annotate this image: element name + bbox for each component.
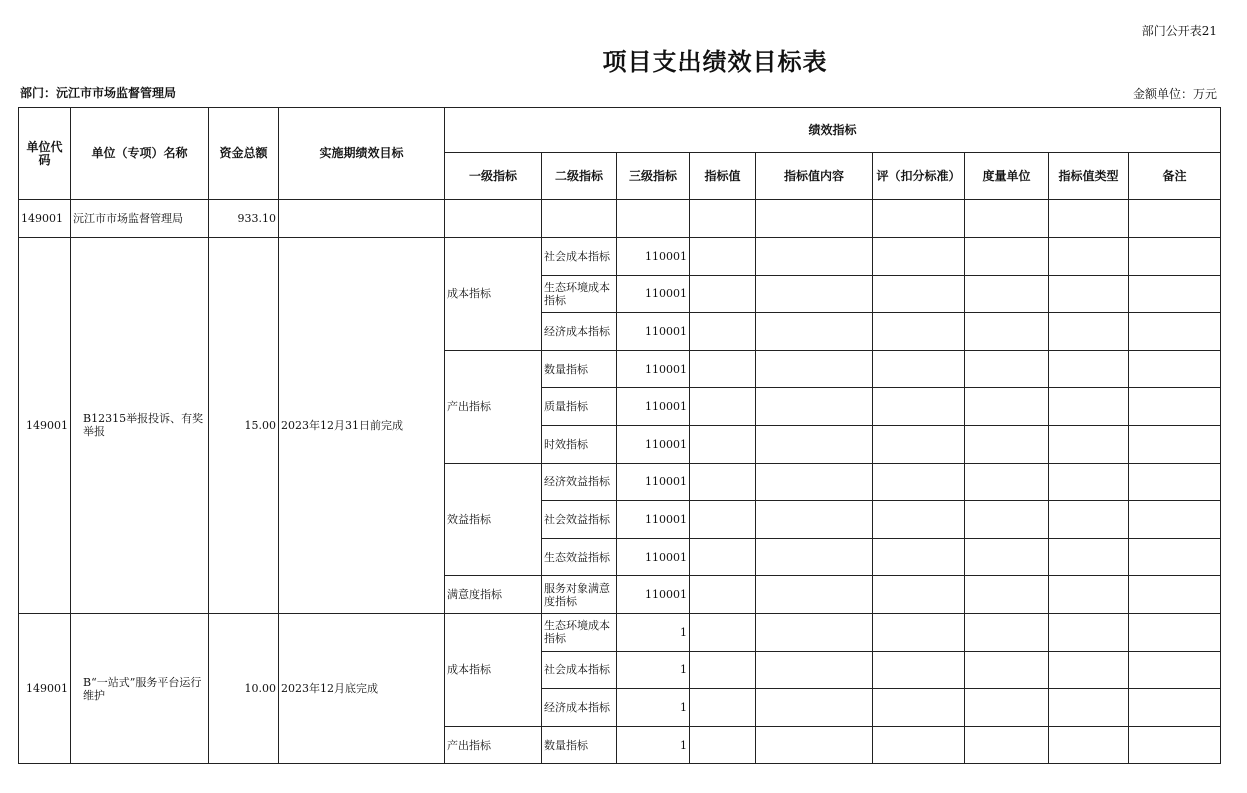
empty-cell (690, 425, 756, 463)
level3-indicator: 110001 (617, 576, 690, 614)
level3-indicator: 1 (617, 689, 690, 727)
empty-cell (965, 651, 1049, 689)
empty-cell (1129, 538, 1221, 576)
level1-indicator: 产出指标 (445, 726, 542, 764)
page-title: 项目支出绩效目标表 (602, 48, 828, 76)
empty-cell (690, 576, 756, 614)
empty-cell (873, 576, 965, 614)
header-value-type: 指标值类型 (1049, 153, 1129, 200)
empty-cell (873, 613, 965, 651)
header-level1: 一级指标 (445, 153, 542, 200)
empty-cell (617, 200, 690, 238)
empty-cell (690, 463, 756, 501)
empty-cell (445, 200, 542, 238)
empty-cell (1049, 313, 1129, 351)
level3-indicator: 110001 (617, 388, 690, 426)
summary-row (19, 200, 1221, 238)
empty-cell (756, 238, 873, 276)
empty-cell (1129, 651, 1221, 689)
level3-indicator: 110001 (617, 238, 690, 276)
empty-cell (690, 238, 756, 276)
empty-cell (965, 613, 1049, 651)
empty-cell (1129, 501, 1221, 539)
empty-cell (756, 313, 873, 351)
indicator-row (19, 238, 1221, 276)
empty-cell (756, 576, 873, 614)
empty-cell (873, 200, 965, 238)
empty-cell (1049, 651, 1129, 689)
empty-cell (690, 613, 756, 651)
empty-cell (756, 275, 873, 313)
empty-cell (1049, 238, 1129, 276)
level2-indicator: 服务对象满意度指标 (542, 576, 617, 614)
empty-cell (690, 350, 756, 388)
level3-indicator: 1 (617, 726, 690, 764)
empty-cell (965, 538, 1049, 576)
empty-cell (1049, 425, 1129, 463)
empty-cell (1049, 275, 1129, 313)
empty-cell (1049, 388, 1129, 426)
level2-indicator: 质量指标 (542, 388, 617, 426)
level2-indicator: 数量指标 (542, 726, 617, 764)
summary-code: 149001 (19, 200, 71, 238)
level2-indicator: 生态环境成本指标 (542, 613, 617, 651)
empty-cell (965, 689, 1049, 727)
empty-cell (1129, 200, 1221, 238)
header-level3: 三级指标 (617, 153, 690, 200)
project-goal: 2023年12月31日前完成 (279, 238, 445, 614)
level3-indicator: 110001 (617, 313, 690, 351)
header-unit-name: 单位（专项）名称 (71, 108, 209, 200)
empty-cell (756, 538, 873, 576)
empty-cell (690, 501, 756, 539)
empty-cell (873, 313, 965, 351)
empty-cell (1129, 275, 1221, 313)
level3-indicator: 110001 (617, 275, 690, 313)
empty-cell (690, 313, 756, 351)
empty-cell (873, 651, 965, 689)
project-goal: 2023年12月底完成 (279, 613, 445, 763)
level1-indicator: 成本指标 (445, 238, 542, 351)
form-number-label: 部门公开表21 (1141, 24, 1217, 38)
header-period-goal: 实施期绩效目标 (279, 108, 445, 200)
header-measure-unit: 度量单位 (965, 153, 1049, 200)
header-remark: 备注 (1129, 153, 1221, 200)
empty-cell (1129, 350, 1221, 388)
department-label: 部门：沅江市市场监督管理局 (20, 86, 177, 100)
level3-indicator: 110001 (617, 350, 690, 388)
empty-cell (1049, 726, 1129, 764)
project-name-text: B“一站式”服务平台运行维护 (83, 675, 202, 702)
level2-indicator: 社会成本指标 (542, 651, 617, 689)
empty-cell (756, 726, 873, 764)
performance-target-table (18, 107, 1221, 764)
empty-cell (756, 689, 873, 727)
amount-unit-label: 金额单位：万元 (1132, 87, 1217, 101)
empty-cell (690, 538, 756, 576)
empty-cell (965, 238, 1049, 276)
empty-cell (873, 388, 965, 426)
empty-cell (756, 613, 873, 651)
empty-cell (873, 463, 965, 501)
empty-cell (542, 200, 617, 238)
project-name-text: B12315举报投诉、有奖举报 (83, 412, 204, 439)
empty-cell (1129, 613, 1221, 651)
empty-cell (756, 463, 873, 501)
empty-cell (965, 576, 1049, 614)
level3-indicator: 110001 (617, 538, 690, 576)
empty-cell (873, 689, 965, 727)
empty-cell (1129, 313, 1221, 351)
empty-cell (690, 200, 756, 238)
indicator-row (19, 613, 1221, 651)
empty-cell (690, 275, 756, 313)
empty-cell (873, 501, 965, 539)
empty-cell (756, 501, 873, 539)
empty-cell (1049, 350, 1129, 388)
level2-indicator: 社会效益指标 (542, 501, 617, 539)
empty-cell (756, 651, 873, 689)
empty-cell (1129, 425, 1221, 463)
project-name (71, 613, 209, 763)
level2-indicator: 生态效益指标 (542, 538, 617, 576)
empty-cell (965, 463, 1049, 501)
project-name (71, 238, 209, 614)
empty-cell (1049, 689, 1129, 727)
project-code: 149001 (19, 613, 71, 763)
empty-cell (965, 350, 1049, 388)
empty-cell (690, 726, 756, 764)
empty-cell (965, 425, 1049, 463)
empty-cell (1129, 576, 1221, 614)
header-indicator-value: 指标值 (690, 153, 756, 200)
level1-indicator: 成本指标 (445, 613, 542, 726)
empty-cell (873, 275, 965, 313)
project-code: 149001 (19, 238, 71, 614)
empty-cell (1049, 200, 1129, 238)
level3-indicator: 110001 (617, 425, 690, 463)
empty-cell (1129, 463, 1221, 501)
empty-cell (1129, 689, 1221, 727)
empty-cell (756, 200, 873, 238)
empty-cell (965, 726, 1049, 764)
empty-cell (756, 388, 873, 426)
level3-indicator: 1 (617, 651, 690, 689)
header-indicator-content: 指标值内容 (756, 153, 873, 200)
empty-cell (1049, 538, 1129, 576)
level1-indicator: 效益指标 (445, 463, 542, 576)
level2-indicator: 数量指标 (542, 350, 617, 388)
summary-name: 沅江市市场监督管理局 (71, 200, 209, 238)
project-amount: 15.00 (209, 238, 279, 614)
empty-cell (1129, 238, 1221, 276)
level2-indicator: 时效指标 (542, 425, 617, 463)
level3-indicator: 1 (617, 613, 690, 651)
empty-cell (1129, 388, 1221, 426)
empty-cell (873, 538, 965, 576)
header-level2: 二级指标 (542, 153, 617, 200)
empty-cell (1049, 463, 1129, 501)
empty-cell (965, 388, 1049, 426)
empty-cell (690, 651, 756, 689)
empty-cell (756, 425, 873, 463)
empty-cell (1129, 726, 1221, 764)
empty-cell (873, 726, 965, 764)
level3-indicator: 110001 (617, 501, 690, 539)
level3-indicator: 110001 (617, 463, 690, 501)
empty-cell (873, 425, 965, 463)
header-unit-code: 单位代码 (19, 108, 71, 200)
header-performance-indicators: 绩效指标 (445, 108, 1221, 153)
empty-cell (690, 689, 756, 727)
empty-cell (1049, 501, 1129, 539)
header-scoring: 评（扣分标准） (873, 153, 965, 200)
level2-indicator: 生态环境成本指标 (542, 275, 617, 313)
level2-indicator: 社会成本指标 (542, 238, 617, 276)
empty-cell (756, 350, 873, 388)
header-total-funds: 资金总额 (209, 108, 279, 200)
level1-indicator: 产出指标 (445, 350, 542, 463)
empty-cell (279, 200, 445, 238)
empty-cell (965, 200, 1049, 238)
level2-indicator: 经济成本指标 (542, 689, 617, 727)
empty-cell (965, 501, 1049, 539)
empty-cell (873, 238, 965, 276)
empty-cell (690, 388, 756, 426)
empty-cell (965, 313, 1049, 351)
level1-indicator: 满意度指标 (445, 576, 542, 614)
empty-cell (873, 350, 965, 388)
empty-cell (965, 275, 1049, 313)
empty-cell (1049, 576, 1129, 614)
project-amount: 10.00 (209, 613, 279, 763)
empty-cell (1049, 613, 1129, 651)
summary-amount: 933.10 (209, 200, 279, 238)
level2-indicator: 经济成本指标 (542, 313, 617, 351)
level2-indicator: 经济效益指标 (542, 463, 617, 501)
